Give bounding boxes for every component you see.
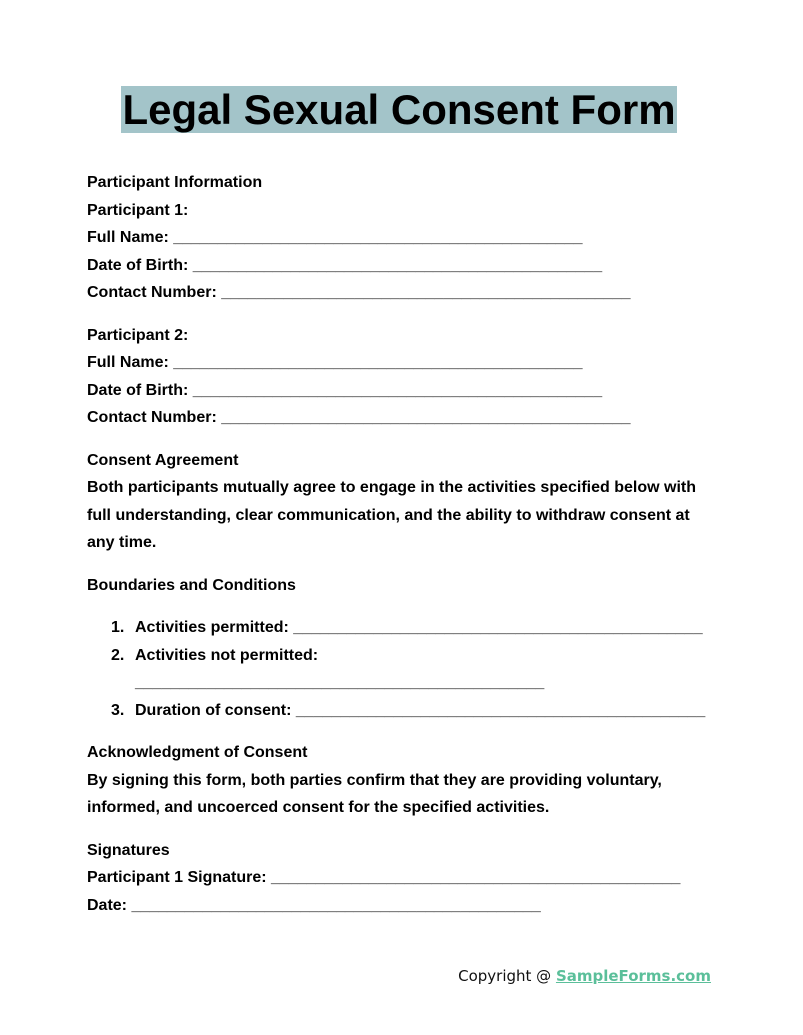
duration-of-consent-blank: ______________________________________________ [295, 701, 706, 719]
list-item [87, 642, 717, 697]
spacer [87, 307, 717, 322]
participant-1-signature-field: Participant 1 Signature: ______________________________________________ [87, 869, 681, 886]
activities-not-permitted-blank: ______________________________________________ [135, 674, 545, 691]
participant-1-dob-field: Date of Birth: ______________________________________________ [87, 256, 603, 274]
activities-permitted-blank: ______________________________________________ [293, 619, 703, 636]
participant-2-dob-field: Date of Birth: ______________________________________________ [87, 381, 603, 399]
consent-agreement-text: Both participants mutually agree to engage in the activities specified below with full understanding, clear communication, and the ability to withdraw consent at any time. [87, 479, 697, 551]
footer-copyright [458, 965, 711, 987]
spacer [87, 724, 717, 739]
participant-2-full-name-field: Full Name: ______________________________________________ [87, 354, 583, 371]
sampleforms-link[interactable]: SampleForms.com [555, 967, 711, 985]
activities-permitted-label: Activities permitted: [135, 619, 289, 636]
spacer [87, 599, 717, 614]
list-number: 3. [111, 701, 125, 719]
participant-2-label: Participant 2: [87, 326, 189, 344]
signatures-heading: Signatures [87, 841, 170, 859]
boundaries-heading: Boundaries and Conditions [87, 576, 296, 594]
signature-date-field: Date: ______________________________________________ [87, 896, 541, 914]
participant-2-contact-field: Contact Number: ______________________________________________ [87, 409, 631, 426]
list-item [87, 697, 717, 725]
spacer [87, 822, 717, 837]
acknowledgment-text: By signing this form, both parties confirm that they are providing voluntary, informed, and uncoerced consent for the specified activities. [87, 771, 662, 816]
activities-not-permitted-label: Activities not permitted: [135, 646, 319, 664]
participant-1-contact-field: Contact Number: ______________________________________________ [87, 284, 631, 301]
list-item [87, 614, 717, 642]
participant-1-label: Participant 1: [87, 201, 189, 219]
spacer [87, 432, 717, 447]
copyright-text: Copyright @ [458, 967, 556, 985]
spacer [87, 557, 717, 572]
page-title: Legal Sexual Consent Form [122, 86, 676, 133]
participant-1-full-name-field: Full Name: ______________________________________________ [87, 229, 583, 246]
form-body [87, 169, 717, 919]
duration-of-consent-label: Duration of consent: [135, 701, 292, 719]
consent-agreement-heading: Consent Agreement [87, 451, 239, 469]
boundaries-list [87, 614, 717, 724]
participant-info-heading: Participant Information [87, 174, 263, 191]
list-number: 2. [111, 646, 125, 664]
title-container [0, 86, 798, 133]
acknowledgment-heading: Acknowledgment of Consent [87, 744, 308, 761]
list-number: 1. [111, 619, 125, 636]
